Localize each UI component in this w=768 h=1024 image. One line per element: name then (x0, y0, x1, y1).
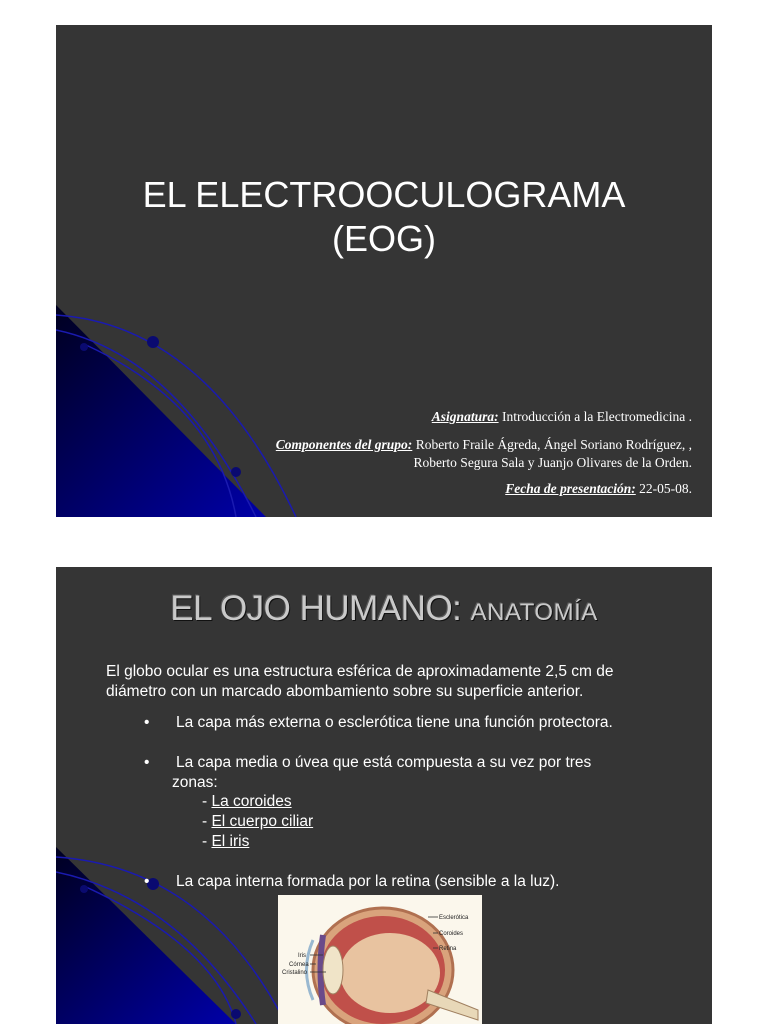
bullet-icon: • (144, 754, 150, 771)
bullet-icon: • (144, 714, 150, 731)
label-esclerotica: Esclerótica (439, 915, 469, 921)
bullet-text: La capa media o úvea que está compuesta a su vez por tres (176, 754, 592, 771)
dot-icon (80, 885, 88, 893)
sub-list-item: - El cuerpo ciliar (202, 813, 314, 830)
bullet-text: La capa más externa o esclerótica tiene una función protectora. (176, 714, 613, 731)
slide-heading (56, 589, 712, 629)
sub-list-item: - El iris (202, 833, 250, 850)
heading-sub: ANATOMÍA (470, 599, 598, 626)
slide-anatomy (56, 567, 712, 1024)
label-coroides: Coroides (439, 931, 464, 937)
fecha-label: Fecha de presentación: (505, 481, 636, 496)
link-iris[interactable]: El iris (211, 833, 250, 850)
asignatura-label: Asignatura: (431, 409, 499, 424)
presentation-title (56, 173, 712, 261)
slide-title (56, 25, 712, 517)
blue-triangle (56, 305, 266, 517)
label-cornea: Córnea (289, 962, 309, 968)
asignatura-line (432, 408, 692, 426)
dot-icon (147, 336, 159, 348)
label-cristalino: Cristalino (282, 970, 308, 976)
componentes-value-2: Roberto Segura Sala y Juanjo Olivares de la Orden. (413, 455, 692, 470)
link-coroides[interactable]: La coroides (211, 793, 292, 810)
fecha-line (505, 480, 692, 498)
dot-icon (231, 1009, 241, 1019)
componentes-line-2 (413, 454, 692, 472)
dot-icon (80, 343, 88, 351)
intro-paragraph: El globo ocular es una estructura esférica de aproximadamente 2,5 cm de diámetro con un marcado abombamiento sobre su superficie anterior. (106, 663, 614, 700)
heading-main: EL OJO HUMANO: (170, 589, 471, 628)
eye-anatomy-image (278, 895, 482, 1024)
bullet-text: La capa interna formada por la retina (sensible a la luz). (176, 873, 560, 890)
componentes-value: Roberto Fraile Ágreda, Ángel Soriano Rodríguez, , (412, 437, 692, 452)
title-line-2: (EOG) (332, 218, 436, 259)
bullet-icon: • (144, 873, 150, 890)
componentes-line (276, 436, 692, 454)
fecha-value: 22-05-08. (635, 481, 692, 496)
bullet-text-cont: zonas: (172, 774, 218, 791)
link-cuerpo-ciliar[interactable]: El cuerpo ciliar (211, 813, 314, 830)
title-line-1: EL ELECTROOCULOGRAMA (142, 174, 626, 215)
sub-list-item: - La coroides (202, 793, 292, 810)
label-iris: Iris (298, 953, 306, 959)
dot-icon (231, 467, 241, 477)
label-retina: Retina (439, 946, 457, 952)
componentes-label: Componentes del grupo: (275, 437, 413, 452)
eye-diagram (278, 895, 482, 1024)
asignatura-value: Introducción a la Electromedicina . (498, 409, 692, 424)
